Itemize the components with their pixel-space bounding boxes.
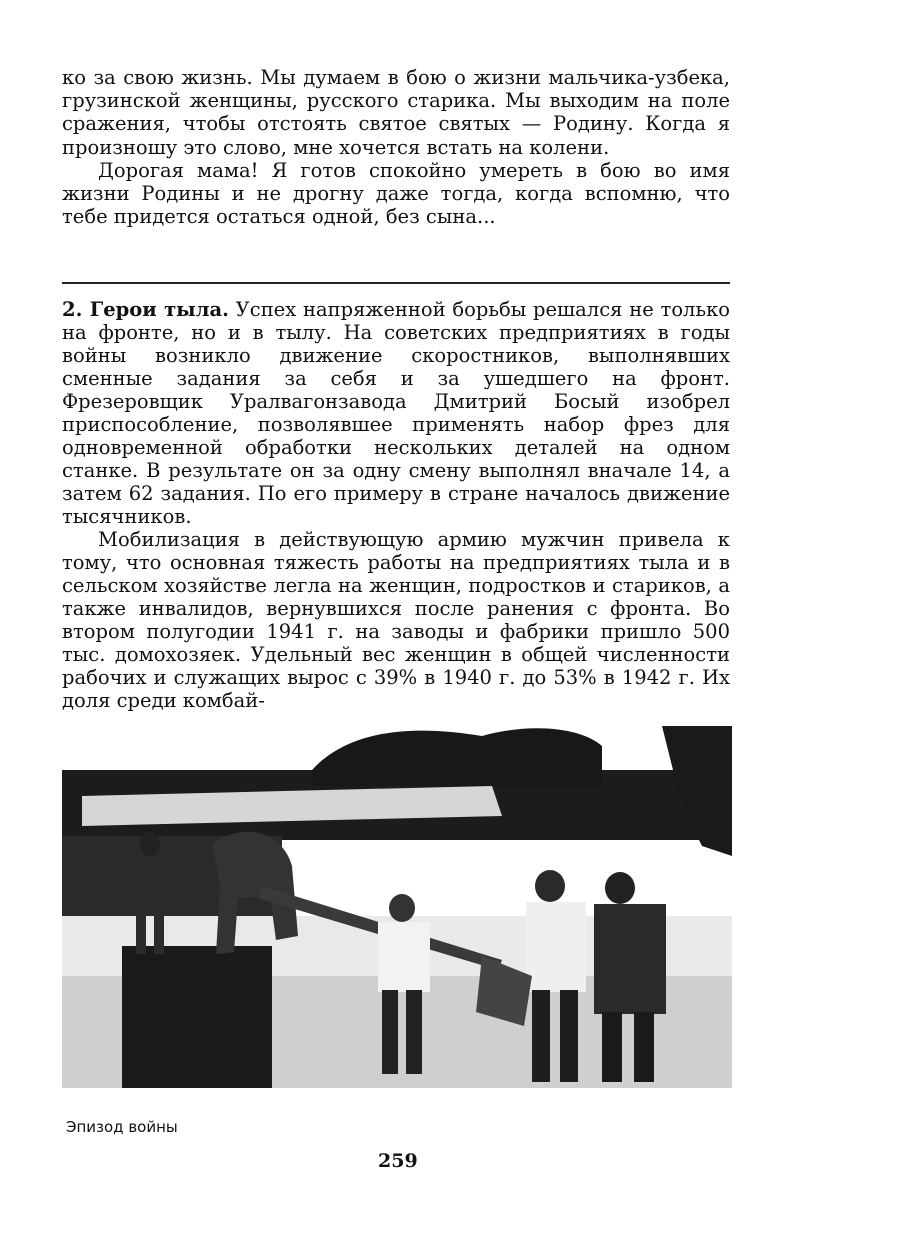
section-paragraph-1-body: Успех напряженной борьбы решался не только на фронте, но и в тылу. На советских предприятиях в годы войны возникло движение скоростников, выполнявших сменные задания за себя и за ушедшего на фронт. Фрезеровщик Уралвагонзавода Дмитрий Босый изобрел приспособление, позволявшее применять набор фрез для одновременной обработки нескольких деталей на одном станке. В результате он за одну смену выполнял вначале 14, а затем 62 задания. По его примеру в стране началось движение тысячников. [62, 298, 730, 528]
letter-paragraph-2: Дорогая мама! Я готов спокойно умереть в бою во имя жизни Родины и не дрогну даже тогда, когда вспомню, что тебе придется остаться одной, без сына... [62, 158, 730, 229]
letter-excerpt [62, 66, 730, 228]
section-heroes-of-rear [62, 298, 730, 712]
section-title: 2. Герои тыла. [62, 298, 229, 321]
war-episode-photo [62, 726, 732, 1088]
section-divider [62, 282, 730, 284]
section-paragraph-2: Мобилизация в действующую армию мужчин привела к тому, что основная тяжесть работы на предприятиях тыла и в сельском хозяйстве легла на женщин, подростков и стариков, а также инвалидов, вернувшихся после ранения с фронта. Во втором полугодии 1941 г. на заводы и фабрики пришло 500 тыс. домохозяек. Удельный вес женщин в общей численности рабочих и служащих вырос с 39% в 1940 г. до 53% в 1942 г. Их доля среди комбай- [62, 528, 730, 712]
section-paragraph-1 [62, 298, 730, 528]
letter-paragraph-1: ко за свою жизнь. Мы думаем в бою о жизни мальчика-узбека, грузинской женщины, русского старика. Мы выходим на поле сражения, чтобы отстоять святое святых — Родину. Когда я произношу это слово, мне хочется встать на колени. [62, 66, 730, 159]
page-number: 259 [378, 1150, 418, 1172]
war-episode-illustration [62, 726, 732, 1088]
figure-caption: Эпизод войны [66, 1118, 178, 1136]
